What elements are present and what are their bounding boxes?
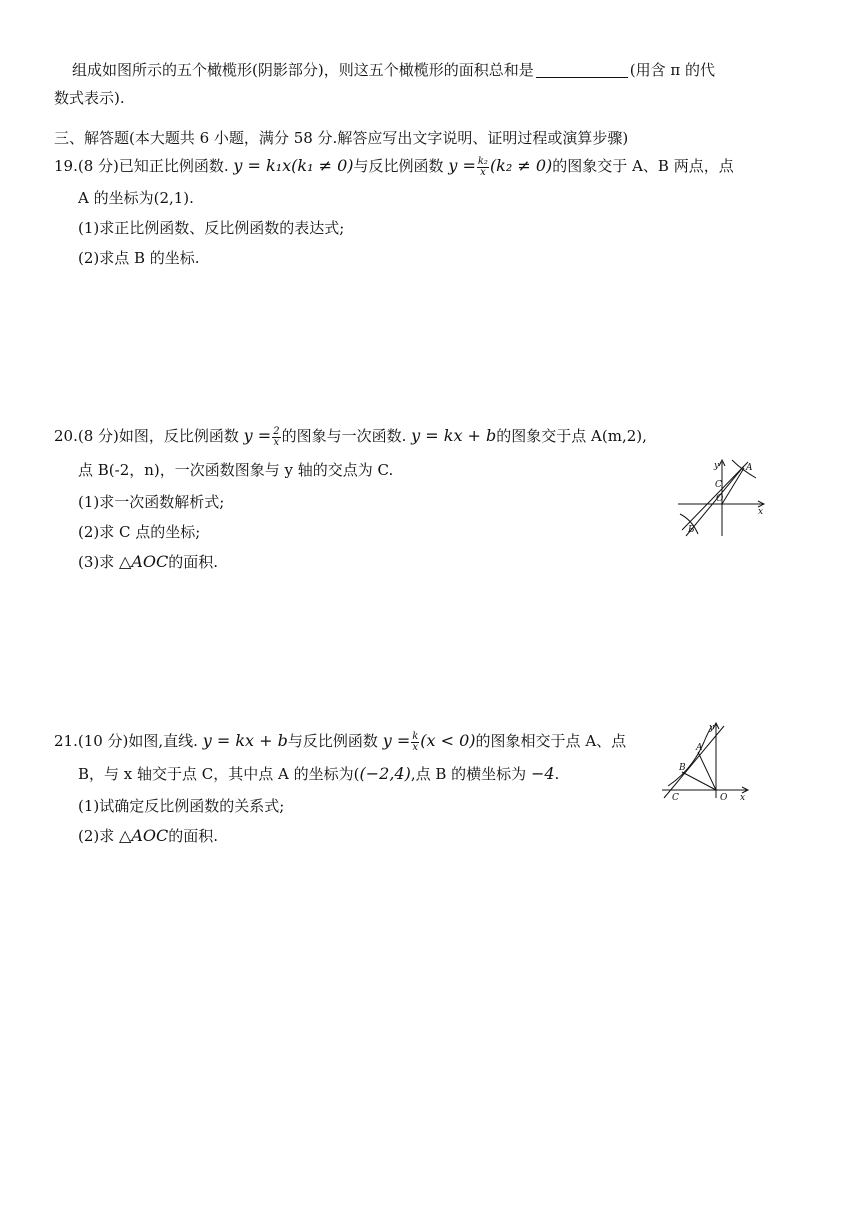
q18-line1 — [72, 60, 715, 80]
q20-fraction — [272, 427, 280, 448]
q19-tail: 的图象交于 A、B 两点，点 — [552, 157, 734, 175]
q19-eq1: y = k₁x(k₁ ≠ 0) — [233, 156, 354, 175]
q21-part2-pre: (2)求 — [78, 827, 115, 845]
q21-eq2-post: (x < 0) — [420, 731, 476, 750]
q20-mid: 的图象与一次函数. — [281, 427, 407, 445]
q20-part2: (2)求 C 点的坐标; — [78, 523, 201, 541]
section-heading: 三、解答题(本大题共 6 小题，满分 58 分.解答应写出文字说明、证明过程或演算步骤) — [54, 129, 629, 147]
q21-frac-num: k — [412, 730, 419, 742]
q21-part1: (1)试确定反比例函数的关系式; — [78, 797, 285, 815]
q21-tail: 的图象相交于点 A、点 — [475, 732, 627, 750]
q21-mid: 与反比例函数 — [287, 732, 378, 750]
q19-eq2-pre: y = — [448, 156, 476, 175]
q21-label-a: A — [696, 743, 703, 753]
q20-part3-pre: (3)求 — [78, 553, 115, 571]
q19-line1 — [54, 156, 734, 178]
q21-part2-math: △AOC — [119, 826, 169, 845]
q20-part3-math: △AOC — [119, 552, 169, 571]
q19-eq2-post: (k₂ ≠ 0) — [489, 156, 553, 175]
q21-label-y: y — [709, 723, 715, 733]
q19-mid: 与反比例函数 — [353, 157, 444, 175]
q20-label-x: x — [758, 507, 764, 517]
q20-tail: 的图象交于点 A(m,2), — [496, 427, 647, 445]
q20-lead: 20.(8 分)如图，反比例函数 — [54, 427, 239, 445]
q19-line2: A 的坐标为(2,1). — [78, 189, 194, 207]
q21-line2-b: ,点 B 的横坐标为 — [410, 765, 527, 783]
q21-frac-den: x — [412, 741, 419, 753]
q19-frac-num: k₂ — [477, 155, 488, 167]
q21-part2-post: 的面积. — [168, 827, 219, 845]
q20-frac-den: x — [273, 436, 280, 448]
q19-fraction — [477, 157, 489, 178]
q21-label-x: x — [740, 793, 746, 802]
q19-part2: (2)求点 B 的坐标. — [78, 249, 200, 267]
q21-fraction — [411, 732, 419, 753]
q21-line2-math2: −4 — [530, 764, 555, 783]
q20-line2: 点 B(-2，n)，一次函数图象与 y 轴的交点为 C. — [78, 461, 394, 479]
q20-label-a: A — [746, 463, 753, 473]
q21-segment-ao — [698, 752, 716, 790]
q20-figure — [672, 456, 772, 538]
q21-line2-c: . — [554, 765, 560, 783]
q21-eq2-pre: y = — [382, 731, 411, 750]
q20-line1 — [54, 426, 647, 448]
q20-part1: (1)求一次函数解析式; — [78, 493, 225, 511]
q21-line2-a: B，与 x 轴交于点 C，其中点 A 的坐标为( — [78, 765, 360, 783]
q21-label-b: B — [679, 763, 686, 773]
q18-text-b: (用含 π 的代 — [629, 61, 715, 79]
q20-part3 — [78, 552, 218, 572]
q20-frac-num: 2 — [273, 425, 280, 437]
q20-eq1-pre: y = — [243, 426, 272, 445]
q19-frac-den: x — [480, 166, 486, 178]
q21-lead: 21.(10 分)如图,直线. — [54, 732, 198, 750]
q20-label-c: C — [715, 480, 722, 490]
q21-segment-bo — [682, 772, 716, 790]
q20-label-y: y — [714, 461, 720, 471]
q20-eq2: y = kx + b — [411, 426, 497, 445]
q21-label-c: C — [672, 793, 679, 802]
q21-line2-math: (−2,4) — [359, 764, 411, 783]
q21-label-o: O — [720, 793, 728, 802]
q20-line-1 — [682, 462, 748, 530]
q19-part1: (1)求正比例函数、反比例函数的表达式; — [78, 219, 345, 237]
q21-line2 — [78, 764, 559, 784]
q20-part3-post: 的面积. — [168, 553, 219, 571]
q21-eq1: y = kx + b — [202, 731, 288, 750]
q21-hyperbola — [668, 726, 712, 786]
q20-line-2 — [686, 466, 744, 536]
q21-part2 — [78, 826, 218, 846]
answer-blank[interactable] — [536, 61, 628, 78]
q21-line1 — [54, 731, 626, 753]
q19-lead: 19.(8 分)已知正比例函数. — [54, 157, 229, 175]
q21-figure — [660, 720, 752, 802]
q18-text-a: 组成如图所示的五个橄榄形(阴影部分)，则这五个橄榄形的面积总和是 — [72, 61, 534, 79]
q18-line2: 数式表示). — [54, 89, 125, 107]
q20-label-b: B — [688, 525, 695, 535]
q20-label-o: O — [716, 494, 724, 504]
